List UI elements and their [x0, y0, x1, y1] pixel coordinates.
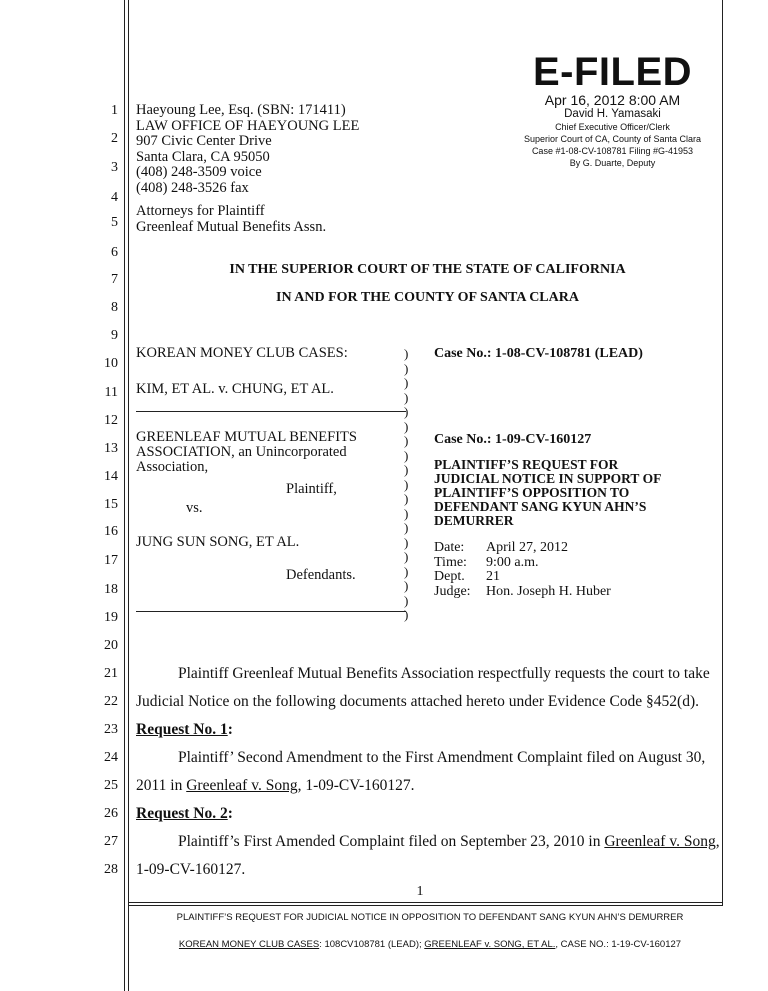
- line-number: 18: [104, 582, 118, 597]
- page-number: 1: [416, 884, 424, 899]
- line-number: 17: [104, 553, 118, 568]
- footer-line2: [130, 939, 730, 950]
- hearing-row: [434, 556, 611, 571]
- hearing-label: Judge:: [434, 583, 471, 599]
- hearing-row: [434, 585, 611, 600]
- request-2-line2: 1-09-CV-160127.: [136, 861, 246, 878]
- request-2-heading-text: Request No. 2: [136, 805, 228, 822]
- line-number: 5: [111, 215, 118, 230]
- hearing-row: [434, 570, 611, 585]
- efiled-datetime: Apr 16, 2012 8:00 AM: [544, 92, 681, 108]
- hearing-value: April 27, 2012: [486, 540, 569, 555]
- hearing-label: Time:: [434, 554, 467, 570]
- attorneys-for: Attorneys for Plaintiff: [136, 203, 265, 219]
- caption-bottom-line: [136, 611, 406, 612]
- line-number: 13: [104, 441, 118, 456]
- attorney-name: Haeyoung Lee, Esq. (SBN: 171411): [136, 102, 346, 118]
- line-number: 23: [104, 722, 118, 737]
- efiled-case-filing: Case #1-08-CV-108781 Filing #G-41953: [531, 146, 694, 156]
- footer-rule-2: [128, 905, 723, 906]
- hearing-row: [434, 541, 611, 556]
- request-1-heading-text: Request No. 1: [136, 721, 228, 738]
- attorney-block: [136, 103, 359, 196]
- line-number: 11: [104, 385, 118, 400]
- efiled-clerk: David H. Yamasaki: [564, 108, 661, 120]
- law-office: LAW OFFICE OF HAEYOUNG LEE: [136, 117, 360, 134]
- hearing-value: 21: [486, 569, 500, 584]
- client-name: Greenleaf Mutual Benefits Assn.: [136, 218, 327, 235]
- document-title-line: PLAINTIFF’S OPPOSITION TO: [434, 485, 630, 500]
- line-number: 12: [104, 413, 118, 428]
- party-line: GREENLEAF MUTUAL BENEFITS: [136, 429, 357, 445]
- footer-lead-case: : 108CV108781 (LEAD);: [319, 939, 425, 950]
- defendant-name: JUNG SUN SONG, ET AL.: [136, 534, 300, 550]
- body-para1-line2: Judicial Notice on the following documents attached hereto under Evidence Code §452(d).: [136, 693, 699, 710]
- case-number: Case No.: 1-09-CV-160127: [434, 432, 592, 447]
- caption-divider: [136, 411, 406, 412]
- caption-parens: ) ) ) ) ) ) ) ) ) ) ) ) ) ) ) ) ) ) ): [404, 346, 409, 622]
- line-number: 7: [111, 272, 118, 287]
- line-number: 1: [111, 103, 118, 118]
- line-number: 8: [111, 300, 118, 315]
- efiled-deputy: By G. Duarte, Deputy: [569, 158, 656, 168]
- footer-case-no: , CASE NO.: 1-19-CV-160127: [555, 939, 682, 950]
- request-2-punct: ,: [715, 833, 720, 850]
- request-1-text: 2011 in: [136, 777, 187, 794]
- document-title-line: JUDICIAL NOTICE IN SUPPORT OF: [434, 471, 662, 486]
- request-1-heading: Request No. 1:: [136, 721, 233, 738]
- left-margin-rule: [124, 0, 125, 991]
- address-city: Santa Clara, CA 95050: [136, 148, 270, 165]
- document-title-line: DEMURRER: [434, 513, 514, 528]
- line-number: 16: [104, 524, 118, 539]
- defendants-label: Defendants.: [286, 567, 356, 583]
- document-title: [434, 458, 661, 528]
- vs-label: vs.: [186, 500, 203, 516]
- body-para1-line1: Plaintiff Greenleaf Mutual Benefits Association respectfully requests the court to take: [178, 665, 710, 682]
- line-number: 3: [111, 160, 118, 175]
- request-2-line1: [178, 833, 720, 851]
- court-title-line2: IN AND FOR THE COUNTY OF SANTA CLARA: [276, 290, 579, 305]
- phone: (408) 248-3509 voice: [136, 164, 262, 180]
- caption-left1: KOREAN MONEY CLUB CASES:: [136, 345, 348, 361]
- address-street: 907 Civic Center Drive: [136, 133, 272, 149]
- attorney-for-block: [136, 204, 326, 235]
- hearing-info: [434, 541, 611, 599]
- line-number: 19: [104, 610, 118, 625]
- request-1-line1: Plaintiff’ Second Amendment to the First Amendment Complaint filed on August 30,: [178, 749, 706, 766]
- efiled-court: Superior Court of CA, County of Santa Clara: [523, 134, 702, 144]
- hearing-label: Dept.: [434, 569, 465, 584]
- line-number: 21: [104, 666, 118, 681]
- line-number: 27: [104, 834, 118, 849]
- line-number: 14: [104, 469, 118, 484]
- party-line: ASSOCIATION, an Unincorporated: [136, 444, 347, 460]
- left-margin-rule-inner: [128, 0, 129, 991]
- hearing-label: Date:: [434, 540, 465, 555]
- request-1-case-no: , 1-09-CV-160127.: [297, 777, 415, 794]
- line-number: 9: [111, 328, 118, 343]
- line-number: 26: [104, 806, 118, 821]
- plaintiff-label: Plaintiff,: [286, 481, 337, 497]
- line-number: 4: [111, 190, 118, 205]
- request-2-text: Plaintiff’s First Amended Complaint filed on September 23, 2010 in: [178, 833, 605, 850]
- right-margin-rule: [722, 0, 723, 905]
- court-title-line1: IN THE SUPERIOR COURT OF THE STATE OF CALIFORNIA: [229, 262, 626, 277]
- line-number: 24: [104, 750, 118, 765]
- line-number: 20: [104, 638, 118, 653]
- document-title-line: PLAINTIFF’S REQUEST FOR: [434, 457, 619, 472]
- footer-case-name: GREENLEAF v. SONG, ET AL.: [424, 939, 556, 950]
- request-1-line2: [136, 777, 415, 795]
- footer-line1: PLAINTIFF’S REQUEST FOR JUDICIAL NOTICE IN OPPOSITION TO DEFENDANT SANG KYUN AHN’S DEMURRER: [176, 912, 684, 923]
- party-block: [136, 430, 357, 475]
- document-title-line: DEFENDANT SANG KYUN AHN’S: [434, 499, 647, 514]
- request-2-heading: Request No. 2:: [136, 805, 233, 822]
- efiled-stamp: [505, 52, 720, 169]
- line-number: 2: [111, 131, 118, 146]
- efiled-title: E-FILED: [532, 50, 693, 94]
- footer-case-group: KOREAN MONEY CLUB CASES: [178, 939, 320, 950]
- hearing-value: Hon. Joseph H. Huber: [486, 583, 611, 599]
- caption-left2: KIM, ET AL. v. CHUNG, ET AL.: [136, 381, 334, 397]
- case-number-lead: Case No.: 1-08-CV-108781 (LEAD): [434, 346, 643, 361]
- party-line: Association,: [136, 459, 209, 475]
- line-number: 6: [111, 245, 118, 260]
- line-number: 10: [104, 356, 118, 371]
- footer-rule: [128, 902, 723, 903]
- request-1-case-name: Greenleaf v. Song: [186, 777, 298, 794]
- line-number: 25: [104, 778, 118, 793]
- hearing-value: 9:00 a.m.: [486, 554, 539, 570]
- efiled-clerk-title: Chief Executive Officer/Clerk: [555, 122, 670, 132]
- line-number: 28: [104, 862, 118, 877]
- line-number: 15: [104, 497, 118, 512]
- fax: (408) 248-3526 fax: [136, 179, 249, 196]
- line-number: 22: [104, 694, 118, 709]
- request-2-case-name: Greenleaf v. Song: [604, 833, 716, 850]
